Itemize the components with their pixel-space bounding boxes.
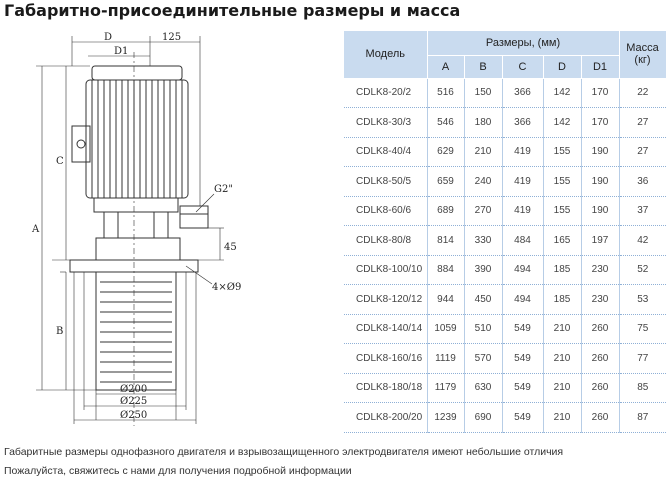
cell-a: 884 <box>427 255 464 285</box>
cell-c: 549 <box>502 314 543 344</box>
cell-d: 165 <box>543 226 581 256</box>
cell-model: CDLK8-80/8 <box>344 226 427 256</box>
cell-d1: 170 <box>581 78 619 108</box>
table-row <box>344 344 666 374</box>
header-col-c: C <box>502 55 543 78</box>
cell-c: 419 <box>502 167 543 197</box>
cell-a: 1179 <box>427 373 464 403</box>
cell-model: CDLK8-180/18 <box>344 373 427 403</box>
cell-mass: 36 <box>637 175 649 187</box>
cell-c: 484 <box>502 226 543 256</box>
header-col-a: A <box>427 55 464 78</box>
cell-c: 366 <box>502 78 543 108</box>
dim-label-d1: D1 <box>114 46 129 57</box>
dim-label-45: 45 <box>224 242 237 253</box>
table-row <box>344 403 666 433</box>
header-mass: Масса (кг) <box>619 31 666 78</box>
cell-d1: 190 <box>581 196 619 226</box>
pump-dimension-drawing <box>0 28 340 428</box>
cell-model: CDLK8-40/4 <box>344 137 427 167</box>
dim-label-a: A <box>32 224 40 235</box>
cell-d: 185 <box>543 255 581 285</box>
cell-b: 210 <box>464 137 502 167</box>
cell-a: 546 <box>427 108 464 138</box>
cell-c: 494 <box>502 255 543 285</box>
cell-d1: 260 <box>581 373 619 403</box>
table-row <box>344 167 666 197</box>
cell-c: 549 <box>502 373 543 403</box>
cell-d1: 197 <box>581 226 619 256</box>
cell-mass: 77 <box>637 352 649 364</box>
cell-c: 419 <box>502 196 543 226</box>
cell-d: 185 <box>543 285 581 315</box>
dim-label-holes: 4×Ø9 <box>212 282 242 293</box>
cell-b: 270 <box>464 196 502 226</box>
table-row <box>344 314 666 344</box>
cell-d: 210 <box>543 344 581 374</box>
page-title: Габаритно-присоединительные размеры и масса <box>4 1 461 20</box>
dim-label-b: B <box>56 326 64 337</box>
cell-c: 366 <box>502 108 543 138</box>
cell-b: 390 <box>464 255 502 285</box>
cell-a: 944 <box>427 285 464 315</box>
cell-mass: 42 <box>637 234 649 246</box>
note-differences: Габаритные размеры однофазного двигателя и взрывозащищенного электродвигателя имеют небольшие отличия <box>4 446 564 458</box>
cell-model: CDLK8-160/16 <box>344 344 427 374</box>
cell-model: CDLK8-140/14 <box>344 314 427 344</box>
cell-d1: 260 <box>581 314 619 344</box>
cell-c: 549 <box>502 403 543 433</box>
cell-mass: 75 <box>637 323 649 335</box>
dim-label-g2: G2" <box>214 184 233 195</box>
cell-mass: 37 <box>637 205 649 217</box>
cell-mass: 27 <box>637 116 649 128</box>
table-row <box>344 78 666 108</box>
cell-d: 142 <box>543 78 581 108</box>
cell-model: CDLK8-30/3 <box>344 108 427 138</box>
cell-b: 690 <box>464 403 502 433</box>
dim-label-dia225: Ø225 <box>120 396 148 407</box>
cell-a: 689 <box>427 196 464 226</box>
cell-d1: 170 <box>581 108 619 138</box>
dimensions-table <box>344 31 667 433</box>
cell-a: 659 <box>427 167 464 197</box>
dim-label-dia200: Ø200 <box>120 384 148 395</box>
table-row <box>344 137 666 167</box>
header-sizes: Размеры, (мм) <box>427 31 619 55</box>
pump-head <box>96 238 180 260</box>
table-row <box>344 285 666 315</box>
cell-d1: 190 <box>581 167 619 197</box>
cell-mass: 53 <box>637 293 649 305</box>
cell-d: 142 <box>543 108 581 138</box>
dim-label-d: D <box>104 32 113 43</box>
cell-model: CDLK8-20/2 <box>344 78 427 108</box>
cell-mass: 52 <box>637 264 649 276</box>
cell-d1: 230 <box>581 255 619 285</box>
cell-a: 1059 <box>427 314 464 344</box>
cell-c: 549 <box>502 344 543 374</box>
outlet-port <box>180 206 208 228</box>
cell-model: CDLK8-200/20 <box>344 403 427 433</box>
header-col-b: B <box>464 55 502 78</box>
cell-mass: 87 <box>637 411 649 423</box>
table-row <box>344 226 666 256</box>
cell-a: 814 <box>427 226 464 256</box>
cell-b: 570 <box>464 344 502 374</box>
cell-c: 494 <box>502 285 543 315</box>
cell-a: 516 <box>427 78 464 108</box>
dim-label-dia250: Ø250 <box>120 410 148 421</box>
dim-label-125: 125 <box>162 32 182 43</box>
cell-a: 1239 <box>427 403 464 433</box>
cell-mass: 27 <box>637 146 649 158</box>
table-row <box>344 373 666 403</box>
cell-b: 150 <box>464 78 502 108</box>
cell-model: CDLK8-60/6 <box>344 196 427 226</box>
cell-model: CDLK8-50/5 <box>344 167 427 197</box>
cell-mass: 85 <box>637 382 649 394</box>
cell-d: 210 <box>543 403 581 433</box>
cell-d: 210 <box>543 373 581 403</box>
note-contact: Пожалуйста, свяжитесь с нами для получения подробной информации <box>4 465 352 477</box>
header-col-d: D <box>543 55 581 78</box>
cell-d: 155 <box>543 196 581 226</box>
motor-top-cover <box>92 66 182 80</box>
cell-model: CDLK8-120/12 <box>344 285 427 315</box>
cell-d1: 190 <box>581 137 619 167</box>
dim-label-c: C <box>56 156 64 167</box>
cell-b: 240 <box>464 167 502 197</box>
cell-d1: 260 <box>581 344 619 374</box>
cell-b: 510 <box>464 314 502 344</box>
cell-c: 419 <box>502 137 543 167</box>
cell-mass: 22 <box>637 87 649 99</box>
motor-body <box>86 80 188 198</box>
cell-a: 1119 <box>427 344 464 374</box>
header-model: Модель <box>344 31 427 78</box>
cell-a: 629 <box>427 137 464 167</box>
table-row <box>344 255 666 285</box>
header-col-d1: D1 <box>581 55 619 78</box>
cell-d: 155 <box>543 137 581 167</box>
cell-b: 450 <box>464 285 502 315</box>
table-row <box>344 108 666 138</box>
cell-d1: 230 <box>581 285 619 315</box>
cell-d1: 260 <box>581 403 619 433</box>
terminal-box <box>72 126 90 162</box>
cell-b: 330 <box>464 226 502 256</box>
table-row <box>344 196 666 226</box>
cell-b: 630 <box>464 373 502 403</box>
cell-d: 210 <box>543 314 581 344</box>
cell-b: 180 <box>464 108 502 138</box>
motor-flange <box>94 198 178 212</box>
cell-model: CDLK8-100/10 <box>344 255 427 285</box>
cell-d: 155 <box>543 167 581 197</box>
